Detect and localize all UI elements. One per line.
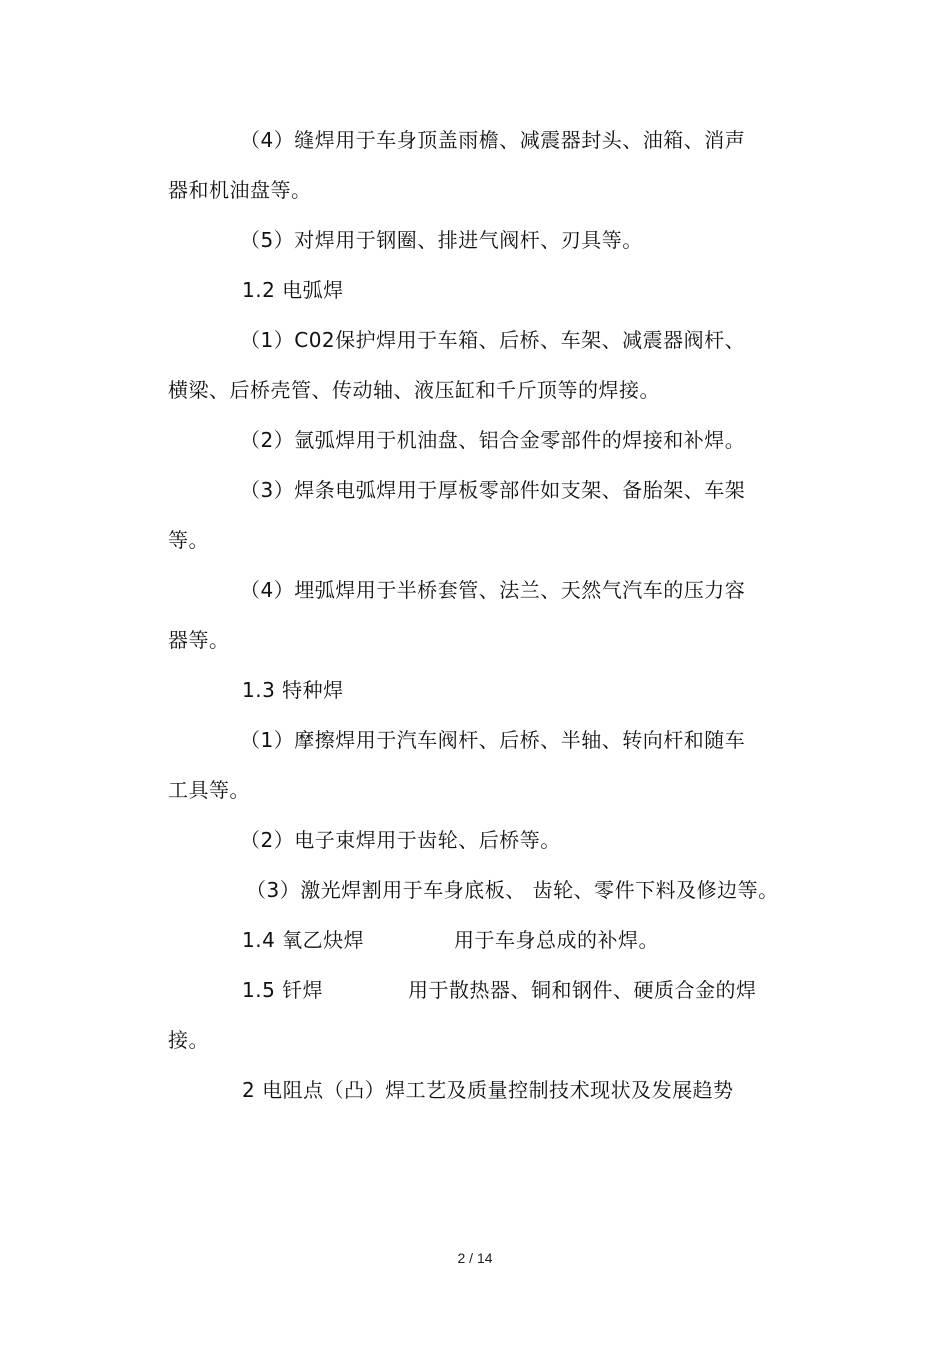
paragraph-line: （3）激光焊割用于车身底板、 齿轮、零件下料及修边等。: [246, 878, 779, 902]
page-number: 2 / 14: [457, 1250, 493, 1266]
paragraph-line: 等。: [168, 528, 209, 552]
section-heading: 1.5 钎焊: [242, 978, 324, 1002]
section-heading-description: 用于散热器、铜和钢件、硬质合金的焊: [408, 978, 757, 1002]
section-heading: 1.4 氧乙炔焊: [242, 928, 365, 952]
paragraph-line: 横梁、后桥壳管、传动轴、液压缸和千斤顶等的焊接。: [168, 378, 660, 402]
paragraph-line: （2）氩弧焊用于机油盘、铝合金零部件的焊接和补焊。: [240, 428, 746, 452]
section-heading: 2 电阻点（凸）焊工艺及质量控制技术现状及发展趋势: [242, 1078, 734, 1102]
paragraph-line: （3）焊条电弧焊用于厚板零部件如支架、备胎架、车架: [240, 478, 746, 502]
paragraph-line: （4）缝焊用于车身顶盖雨檐、减震器封头、油箱、消声: [240, 128, 746, 152]
paragraph-line: 工具等。: [168, 778, 250, 802]
paragraph-line: （5）对焊用于钢圈、排进气阀杆、刃具等。: [240, 228, 643, 252]
paragraph-line: （4）埋弧焊用于半桥套管、法兰、天然气汽车的压力容: [240, 578, 746, 602]
section-heading: 1.2 电弧焊: [242, 278, 344, 302]
section-heading-description: 用于车身总成的补焊。: [454, 928, 659, 952]
paragraph-line: 器等。: [168, 628, 230, 652]
paragraph-line: （1）C02保护焊用于车箱、后桥、车架、减震器阀杆、: [240, 328, 746, 352]
paragraph-line: （2）电子束焊用于齿轮、后桥等。: [240, 828, 561, 852]
paragraph-line: 器和机油盘等。: [168, 178, 312, 202]
paragraph-line: （1）摩擦焊用于汽车阀杆、后桥、半轴、转向杆和随车: [240, 728, 746, 752]
paragraph-line: 接。: [168, 1028, 209, 1052]
section-heading: 1.3 特种焊: [242, 678, 344, 702]
